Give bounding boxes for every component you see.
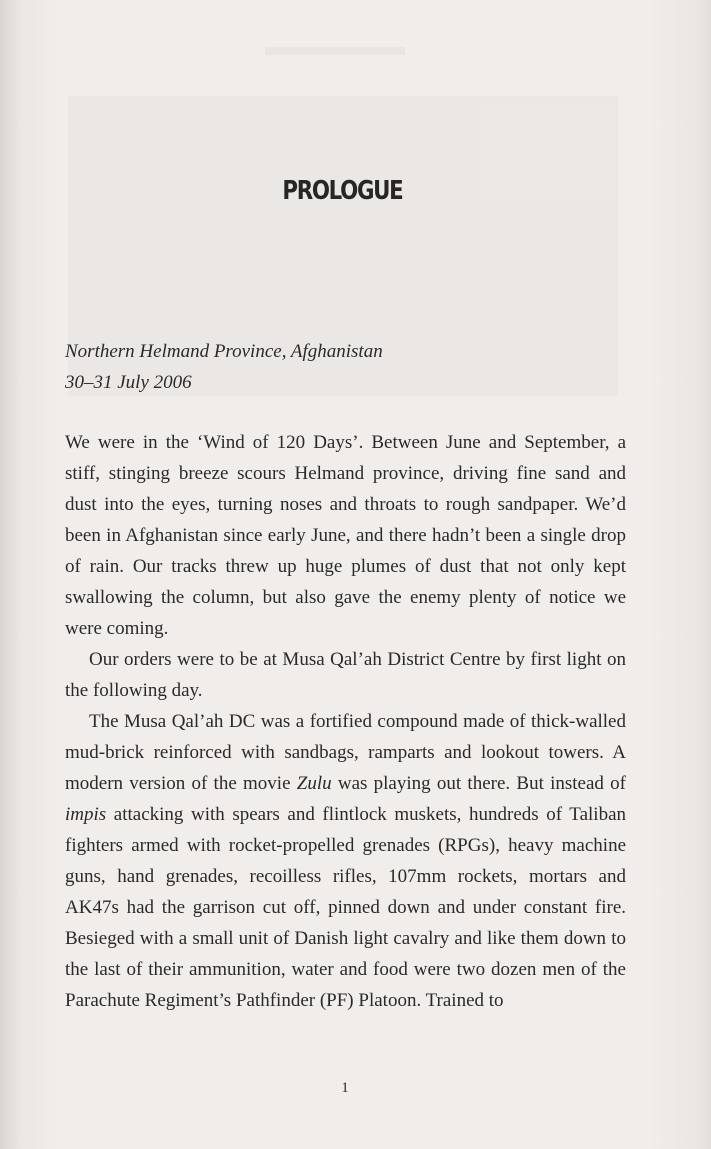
chapter-title: PROLOGUE [282, 176, 403, 206]
body-paragraph [65, 644, 626, 706]
paragraph-text: Our orders were to be at Musa Qal’ah District Centre by first light on the following day. [65, 649, 626, 701]
italic-text: Zulu [296, 773, 332, 794]
paragraph-text: We were in the ‘Wind of 120 Days’. Between June and September, a stiff, stinging breeze scours Helmand province, driving fine sand and dust into the eyes, turning noses and throats to rough sandpaper. We’d been in Afghanistan since early June, and there hadn’t been a single drop of rain. Our tracks threw up huge plumes of dust that not only kept swallowing the column, but also gave the enemy plenty of notice we were coming. [65, 432, 626, 639]
italic-text: impis [65, 804, 107, 825]
paragraph-text: The Musa Qal’ah DC was a fortified compound made of thick-walled mud-brick reinforced with sandbags, ramparts and lookout towers. A modern version of the movie [65, 711, 626, 794]
dateline [65, 336, 625, 398]
date-line: 30–31 July 2006 [65, 372, 192, 393]
body-paragraph [65, 706, 626, 1016]
page-number: 1 [341, 1080, 349, 1096]
location-line: Northern Helmand Province, Afghanistan [65, 341, 383, 362]
paragraph-text: was playing out there. But instead of [331, 773, 626, 794]
paragraph-text: attacking with spears and flintlock muskets, hundreds of Taliban fighters armed with rocket-propelled grenades (RPGs), heavy machine guns, hand grenades, recoilless rifles, 107mm rockets, mortars and AK47s had the garrison cut off, pinned down and under constant fire. Besieged with a small unit of Danish light cavalry and like them down to the last of their ammunition, water and food were two dozen men of the Parachute Regiment’s Pathfinder (PF) Platoon. Trained to [65, 804, 626, 1011]
body-text [65, 427, 626, 1016]
show-through-running-head [265, 47, 405, 55]
body-paragraph [65, 427, 626, 644]
